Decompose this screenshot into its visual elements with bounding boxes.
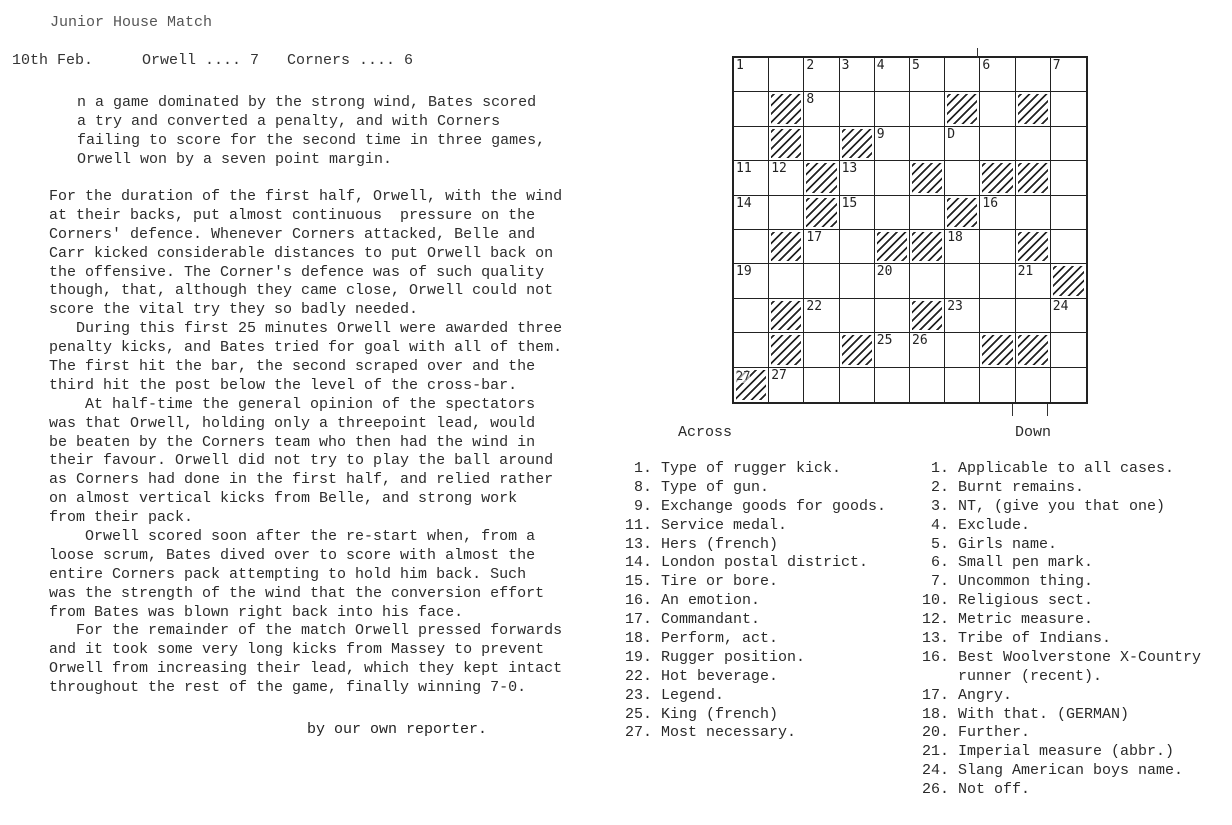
cell-number: 15 xyxy=(841,195,858,211)
clue-number: 23. xyxy=(624,686,652,704)
black-square xyxy=(804,196,839,230)
clue-text: Exclude. xyxy=(958,516,1031,534)
text-line: Orwell from increasing their lead, which they kept intact xyxy=(49,660,563,678)
clue-number: 18. xyxy=(624,630,652,648)
black-square xyxy=(840,127,875,161)
crossword-cell xyxy=(1051,230,1086,264)
clue-number: 17. xyxy=(624,611,652,629)
text-line: loose scrum, Bates dived over to score with almost the xyxy=(49,546,536,564)
byline: by our own reporter. xyxy=(307,721,488,738)
match-date: 10th Feb. xyxy=(12,52,94,69)
clue-text: NT, (give you that one) xyxy=(958,497,1166,515)
clue-text: Further. xyxy=(958,724,1031,742)
crossword-grid xyxy=(732,56,1088,404)
clue-item xyxy=(913,762,1201,781)
black-square xyxy=(980,333,1015,367)
clue-number: 21. xyxy=(921,743,949,761)
crossword-cell xyxy=(875,333,910,367)
text-line: Corners' defence. Whenever Corners attacked, Belle and xyxy=(49,225,536,243)
cell-number: 9 xyxy=(876,126,885,142)
clue-item xyxy=(616,592,886,611)
clue-text: Burnt remains. xyxy=(958,478,1085,496)
text-line: third hit the post below the level of the cross-bar. xyxy=(49,376,518,394)
crossword-cell xyxy=(1051,299,1086,333)
clue-number: 26. xyxy=(921,781,949,799)
black-square xyxy=(1016,333,1051,367)
clue-text: Religious sect. xyxy=(958,592,1094,610)
crossword-cell xyxy=(1016,58,1051,92)
crossword-cell xyxy=(734,333,769,367)
cell-number: 24 xyxy=(1052,298,1069,314)
text-line: failing to score for the second time in three games, xyxy=(77,132,546,149)
clue-item xyxy=(913,630,1201,649)
cell-number: 17 xyxy=(806,230,823,245)
crossword-cell xyxy=(1051,127,1086,161)
clue-item xyxy=(616,536,886,555)
crossword-cell xyxy=(980,92,1015,126)
crossword-cell xyxy=(804,264,839,298)
crossword-cell xyxy=(734,127,769,161)
crossword-cell xyxy=(875,264,910,298)
clue-number: 8. xyxy=(633,478,652,496)
clue-text: Applicable to all cases. xyxy=(958,460,1175,477)
clue-number: 25. xyxy=(624,705,652,723)
crossword-cell xyxy=(1016,264,1051,298)
cell-number: 16 xyxy=(982,195,999,211)
black-square xyxy=(980,161,1015,195)
black-square xyxy=(910,230,945,264)
clue-text: runner (recent). xyxy=(958,667,1103,685)
cell-number: 20 xyxy=(876,264,893,280)
crossword-cell xyxy=(804,127,839,161)
black-square xyxy=(769,333,804,367)
cell-number: 7 xyxy=(1052,58,1061,73)
cell-number: 23 xyxy=(947,298,963,314)
crossword-cell xyxy=(804,368,839,402)
clue-item xyxy=(616,573,886,592)
crossword-cell xyxy=(980,127,1015,161)
black-square xyxy=(1016,92,1051,126)
clue-number: 22. xyxy=(624,667,652,685)
cell-number: 2 xyxy=(806,58,815,73)
clue-text: Type of rugger kick. xyxy=(661,460,842,477)
across-heading: Across xyxy=(678,424,733,441)
clue-number: 9. xyxy=(633,497,652,515)
clue-number: 3. xyxy=(930,497,949,515)
crossword-cell xyxy=(840,368,875,402)
crossword-cell xyxy=(1051,196,1086,230)
black-square xyxy=(1051,264,1086,298)
clue-number: 4. xyxy=(930,516,949,534)
crossword-cell xyxy=(840,230,875,264)
clue-number: 16. xyxy=(921,648,949,666)
crossword-cell xyxy=(945,264,980,298)
crossword-cell xyxy=(840,161,875,195)
clue-number: 2. xyxy=(930,478,949,496)
across-clues xyxy=(616,460,886,743)
clue-item xyxy=(616,517,886,536)
text-line: Orwell scored soon after the re-start when, from a xyxy=(49,528,536,546)
crossword-cell xyxy=(734,196,769,230)
score-line xyxy=(12,52,413,69)
clue-text: Slang American boys name. xyxy=(958,762,1184,780)
clue-item xyxy=(913,460,1201,479)
crossword-cell xyxy=(1051,368,1086,402)
clue-text: Not off. xyxy=(958,781,1031,799)
cell-number: 4 xyxy=(876,58,885,73)
clue-item xyxy=(913,554,1201,573)
crossword-cell xyxy=(945,127,980,161)
clue-item xyxy=(616,649,886,668)
text-line: The first hit the bar, the second scraped over and the xyxy=(49,358,536,376)
clue-number: 10. xyxy=(921,592,949,610)
crossword-cell xyxy=(945,368,980,402)
clue-text: Metric measure. xyxy=(958,611,1094,629)
crossword-cell xyxy=(734,230,769,264)
crossword-cell xyxy=(804,299,839,333)
text-line: from Bates was blown right back into his face. xyxy=(49,603,464,621)
clue-item xyxy=(616,687,886,706)
clue-item xyxy=(913,498,1201,517)
crossword-cell xyxy=(910,264,945,298)
clue-number: 14. xyxy=(624,554,652,572)
clue-number: 18. xyxy=(921,705,949,723)
crossword-cell xyxy=(1051,92,1086,126)
cell-number: 5 xyxy=(912,58,920,73)
clue-text: Girls name. xyxy=(958,535,1058,553)
black-square xyxy=(769,127,804,161)
crossword-cell xyxy=(945,58,980,92)
clue-text: London postal district. xyxy=(661,554,869,572)
crossword-cell xyxy=(980,196,1015,230)
crossword-cell xyxy=(734,264,769,298)
text-line: their favour. Orwell did not try to play the ball around xyxy=(49,452,554,470)
clue-item xyxy=(616,724,886,743)
cell-number: 19 xyxy=(736,264,752,280)
clue-item xyxy=(913,781,1201,800)
clue-text: An emotion. xyxy=(661,592,761,610)
score-home: Orwell .... 7 xyxy=(142,52,260,69)
crossword-cell xyxy=(804,333,839,367)
cell-number: 27 xyxy=(771,367,787,383)
cell-number: 18 xyxy=(947,230,963,245)
crossword-cell xyxy=(734,58,769,92)
black-square xyxy=(840,333,875,367)
cell-number: 3 xyxy=(841,58,850,73)
text-line: the offensive. The Corner's defence was of such quality xyxy=(49,263,545,281)
clue-item xyxy=(616,498,886,517)
down-clues xyxy=(913,460,1201,800)
crossword-cell xyxy=(875,161,910,195)
text-line: score the vital try they so badly needed. xyxy=(49,301,419,319)
text-line: as Corners had done in the first half, and relied rather xyxy=(49,471,554,489)
text-line: entire Corners pack attempting to hold him back. Such xyxy=(49,565,527,583)
clue-number: 7. xyxy=(930,573,949,591)
text-line: Carr kicked considerable distances to put Orwell back on xyxy=(49,244,554,262)
crossword-cell xyxy=(980,58,1015,92)
crossword-cell xyxy=(1016,127,1051,161)
crossword-cell xyxy=(980,230,1015,264)
clue-item xyxy=(913,611,1201,630)
black-square xyxy=(769,92,804,126)
clue-number: 12. xyxy=(921,611,949,629)
text-line: be beaten by the Corners team who then had the wind in xyxy=(49,433,536,451)
crossword-cell xyxy=(804,230,839,264)
text-line: was the strength of the wind that the conversion effort xyxy=(49,584,545,602)
crossword-cell xyxy=(734,161,769,195)
black-square xyxy=(734,368,769,402)
clue-number: 1. xyxy=(633,460,652,477)
clue-text: Hers (french) xyxy=(661,535,779,553)
crossword-cell xyxy=(945,161,980,195)
crossword-cell xyxy=(1016,368,1051,402)
clue-text: Commandant. xyxy=(661,611,761,629)
clue-text: Small pen mark. xyxy=(958,554,1094,572)
clue-number: 27. xyxy=(624,724,652,742)
clue-text: Angry. xyxy=(958,686,1013,704)
article-intro xyxy=(77,93,545,169)
crossword-cell xyxy=(910,196,945,230)
crossword-cell xyxy=(910,333,945,367)
black-square xyxy=(769,230,804,264)
crossword-cell xyxy=(840,299,875,333)
grid-tick-mark xyxy=(977,48,978,58)
crossword-cell xyxy=(910,92,945,126)
text-line: Orwell won by a seven point margin. xyxy=(77,151,393,168)
crossword-cell xyxy=(945,230,980,264)
crossword-cell xyxy=(769,368,804,402)
clue-text: Legend. xyxy=(661,686,725,704)
clue-item xyxy=(616,630,886,649)
black-square xyxy=(945,92,980,126)
cell-number: 25 xyxy=(876,333,893,349)
crossword-cell xyxy=(840,58,875,92)
crossword-cell xyxy=(910,58,945,92)
cell-number: 8 xyxy=(806,92,815,108)
clue-number: 15. xyxy=(624,573,652,591)
crossword-cell xyxy=(1016,196,1051,230)
cell-number: 13 xyxy=(841,161,858,177)
crossword-cell xyxy=(769,264,804,298)
crossword-cell xyxy=(734,92,769,126)
crossword-cell xyxy=(875,58,910,92)
crossword-cell xyxy=(769,196,804,230)
crossword-cell xyxy=(840,92,875,126)
clue-item xyxy=(913,592,1201,611)
clue-text: Hot beverage. xyxy=(661,667,779,685)
text-line: n a game dominated by the strong wind, Bates scored xyxy=(77,94,537,111)
crossword-cell xyxy=(840,196,875,230)
cell-number: 27 xyxy=(736,368,751,383)
clue-item xyxy=(616,668,886,687)
clue-number: 11. xyxy=(624,516,652,534)
clue-text: Tribe of Indians. xyxy=(958,630,1112,648)
down-heading: Down xyxy=(1015,424,1052,441)
clue-number: 1. xyxy=(930,460,949,477)
clue-item xyxy=(913,517,1201,536)
text-line: on almost vertical kicks from Belle, and strong work xyxy=(49,490,518,508)
cell-number: 6 xyxy=(982,58,991,73)
clue-item xyxy=(913,706,1201,725)
crossword-cell xyxy=(875,299,910,333)
text-line: For the remainder of the match Orwell pressed forwards xyxy=(49,622,563,640)
cell-number: 11 xyxy=(736,161,752,177)
cell-number: 22 xyxy=(806,298,823,314)
text-line: During this first 25 minutes Orwell were awarded three xyxy=(49,320,563,338)
black-square xyxy=(910,299,945,333)
crossword-cell xyxy=(1051,58,1086,92)
crossword-cell xyxy=(980,299,1015,333)
clue-text: With that. (GERMAN) xyxy=(958,705,1130,723)
crossword-cell xyxy=(875,196,910,230)
crossword-cell xyxy=(804,58,839,92)
clue-text: Service medal. xyxy=(661,516,788,534)
crossword-cell xyxy=(980,368,1015,402)
clue-number: 17. xyxy=(921,686,949,704)
clue-number: 16. xyxy=(624,592,652,610)
crossword-cell xyxy=(945,299,980,333)
crossword-cell xyxy=(980,264,1015,298)
text-line: though, that, although they came close, Orwell could not xyxy=(49,282,554,300)
black-square xyxy=(875,230,910,264)
clue-text: Imperial measure (abbr.) xyxy=(958,743,1175,761)
black-square xyxy=(769,299,804,333)
clue-text: Tire or bore. xyxy=(661,573,779,591)
clue-text: Uncommon thing. xyxy=(958,573,1094,591)
clue-item xyxy=(913,687,1201,706)
article-body xyxy=(49,188,562,698)
clue-text: King (french) xyxy=(661,705,779,723)
cell-number: D xyxy=(947,126,956,142)
crossword-cell xyxy=(1016,299,1051,333)
cell-number: 1 xyxy=(736,58,744,73)
crossword-cell xyxy=(769,58,804,92)
text-line: from their pack. xyxy=(49,509,194,527)
clue-number: 19. xyxy=(624,648,652,666)
crossword-cell xyxy=(875,92,910,126)
text-line: was that Orwell, holding only a threepoint lead, would xyxy=(49,414,536,432)
clue-text: Rugger position. xyxy=(661,648,806,666)
text-line: penalty kicks, and Bates tried for goal with all of them. xyxy=(49,339,563,357)
text-line: At half-time the general opinion of the spectators xyxy=(49,395,536,413)
clue-item xyxy=(616,479,886,498)
clue-item xyxy=(616,706,886,725)
crossword-cell xyxy=(734,299,769,333)
crossword-cell xyxy=(804,92,839,126)
crossword-cell xyxy=(875,127,910,161)
crossword-cell xyxy=(769,161,804,195)
crossword-cell xyxy=(945,333,980,367)
black-square xyxy=(1016,161,1051,195)
text-line: For the duration of the first half, Orwell, with the wind xyxy=(49,188,563,205)
clue-text: Exchange goods for goods. xyxy=(661,497,887,515)
text-line: at their backs, put almost continuous pressure on the xyxy=(49,206,536,224)
article-title: Junior House Match xyxy=(50,14,213,31)
clue-number: 5. xyxy=(930,535,949,553)
black-square xyxy=(910,161,945,195)
clue-text: Type of gun. xyxy=(661,478,770,496)
clue-item xyxy=(616,460,886,479)
black-square xyxy=(804,161,839,195)
clue-item xyxy=(913,724,1201,743)
black-square xyxy=(1016,230,1051,264)
clue-number: 13. xyxy=(921,630,949,648)
clue-item xyxy=(913,668,1201,687)
clue-item xyxy=(913,649,1201,668)
clue-item xyxy=(913,536,1201,555)
grid-tick-mark xyxy=(1012,404,1013,416)
text-line: throughout the rest of the game, finally winning 7-0. xyxy=(49,679,527,697)
black-square xyxy=(945,196,980,230)
clue-text: Most necessary. xyxy=(661,724,797,742)
crossword-cell xyxy=(910,127,945,161)
crossword-cell xyxy=(840,264,875,298)
cell-number: 12 xyxy=(771,161,787,177)
clue-text: Perform, act. xyxy=(661,630,779,648)
cell-number: 21 xyxy=(1017,264,1034,280)
cell-number: 14 xyxy=(736,195,752,211)
grid-tick-mark xyxy=(1047,404,1048,416)
crossword-cell xyxy=(910,368,945,402)
clue-number: 24. xyxy=(921,762,949,780)
clue-text: Best Woolverstone X-Country xyxy=(958,648,1202,666)
clue-number: 20. xyxy=(921,724,949,742)
clue-number: 13. xyxy=(624,535,652,553)
clue-number: 6. xyxy=(930,554,949,572)
clue-item xyxy=(913,573,1201,592)
clue-item xyxy=(913,479,1201,498)
score-away: Corners .... 6 xyxy=(287,52,414,69)
text-line: a try and converted a penalty, and with Corners xyxy=(77,113,501,130)
crossword-cell xyxy=(1051,333,1086,367)
crossword-cell xyxy=(875,368,910,402)
crossword-cell xyxy=(1051,161,1086,195)
cell-number: 26 xyxy=(912,333,928,349)
text-line: and it took some very long kicks from Massey to prevent xyxy=(49,641,545,659)
clue-item xyxy=(913,743,1201,762)
clue-item xyxy=(616,611,886,630)
clue-item xyxy=(616,554,886,573)
